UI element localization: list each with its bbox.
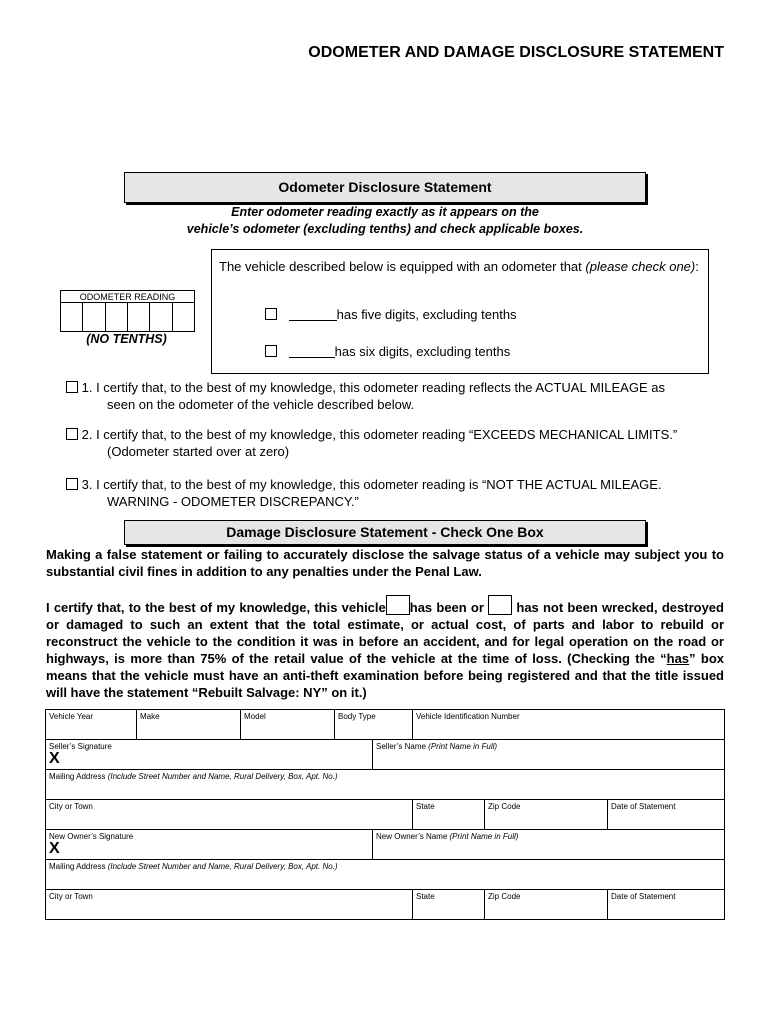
odometer-instruction-line2: vehicle’s odometer (excluding tenths) and check applicable boxes. (186, 222, 584, 236)
has-not-been-checkbox[interactable] (488, 595, 512, 615)
certification-3-checkbox[interactable] (66, 478, 78, 490)
damage-section-heading: Damage Disclosure Statement - Check One Box (124, 520, 646, 545)
certification-3: 3. I certify that, to the best of my knowledge, this odometer reading is “NOT THE ACTUAL MILEAGE. WARNING - ODOMETER DISCREPANCY.” (66, 476, 726, 510)
seller-x-mark: X (49, 750, 60, 767)
seller-city-field[interactable]: City or Town (46, 800, 413, 830)
seller-state-field[interactable]: State (413, 800, 485, 830)
damage-certification: I certify that, to the best of my knowledge, this vehicle has been or has not been wrecked, destroyed or damaged to such an extent that the total estimate, or actual cost, of parts and labor to rebuild or reconstruct the vehicle to the condition it was in before an accident, and for legal operation on the road or highways, is more than 75% of the retail value of the vehicle at the time of loss. (Checking the “has” box means that the vehicle must have an anti-theft examination before being registered and that the title issued will have the statement “Rebuilt Salvage: NY” on it.) (46, 595, 724, 701)
document-title: ODOMETER AND DAMAGE DISCLOSURE STATEMENT (308, 44, 724, 61)
model-field[interactable]: Model (241, 710, 335, 740)
body-type-field[interactable]: Body Type (335, 710, 413, 740)
new-owner-zip-field[interactable]: Zip Code (485, 890, 608, 920)
new-owner-state-field[interactable]: State (413, 890, 485, 920)
new-owner-mailing-address-field[interactable]: Mailing Address (Include Street Number and Name, Rural Delivery, Box, Apt. No.) (46, 860, 725, 890)
new-owner-name-field[interactable]: New Owner’s Name (Print Name in Full) (373, 830, 725, 860)
five-digits-checkbox[interactable] (265, 308, 277, 320)
five-digits-option: has five digits, excluding tenths (265, 307, 517, 322)
damage-warning: Making a false statement or failing to accurately disclose the salvage status of a vehicle may subject you to substantial civil fines in addition to any penalties under the Penal Law. (46, 547, 724, 579)
make-field[interactable]: Make (137, 710, 241, 740)
seller-date-field[interactable]: Date of Statement (608, 800, 725, 830)
new-owner-city-field[interactable]: City or Town (46, 890, 413, 920)
new-owner-date-field[interactable]: Date of Statement (608, 890, 725, 920)
please-check-one: (please check one) (585, 259, 696, 274)
certification-1-checkbox[interactable] (66, 381, 78, 393)
new-owner-signature-field[interactable]: New Owner’s Signature X (46, 830, 373, 860)
certification-2-checkbox[interactable] (66, 428, 78, 440)
odometer-equip-text: The vehicle described below is equipped with an odometer that (please check one): (219, 259, 699, 274)
new-owner-x-mark: X (49, 840, 60, 857)
has-been-checkbox[interactable] (386, 595, 410, 615)
reading-digit-cell[interactable] (173, 303, 194, 331)
reading-digit-cell[interactable] (150, 303, 172, 331)
six-digits-option: has six digits, excluding tenths (265, 344, 510, 359)
odometer-reading-cells[interactable] (60, 302, 195, 332)
reading-digit-cell[interactable] (83, 303, 105, 331)
has-word: has (666, 651, 690, 666)
certification-1: 1. I certify that, to the best of my knowledge, this odometer reading reflects the ACTUAL MILEAGE as seen on the odometer of the vehicle described below. (66, 379, 726, 413)
seller-mailing-address-field[interactable]: Mailing Address (Include Street Number and Name, Rural Delivery, Box, Apt. No.) (46, 770, 725, 800)
vehicle-year-field[interactable]: Vehicle Year (46, 710, 137, 740)
seller-signature-field[interactable]: Seller’s Signature X (46, 740, 373, 770)
seller-name-field[interactable]: Seller’s Name (Print Name in Full) (373, 740, 725, 770)
six-digits-checkbox[interactable] (265, 345, 277, 357)
odometer-reading-label: ODOMETER READING (60, 290, 195, 303)
five-digits-blank[interactable] (289, 307, 337, 321)
no-tenths-label: (NO TENTHS) (86, 332, 167, 346)
reading-digit-cell[interactable] (128, 303, 150, 331)
odometer-instruction-line1: Enter odometer reading exactly as it appears on the (231, 205, 539, 219)
vehicle-transfer-form (45, 709, 725, 920)
reading-digit-cell[interactable] (106, 303, 128, 331)
six-digits-blank[interactable] (289, 344, 335, 358)
seller-zip-field[interactable]: Zip Code (485, 800, 608, 830)
odometer-section-heading: Odometer Disclosure Statement (124, 172, 646, 203)
certification-2: 2. I certify that, to the best of my knowledge, this odometer reading “EXCEEDS MECHANICAL LIMITS.” (Odometer started over at zero) (66, 426, 726, 460)
vin-field[interactable]: Vehicle Identification Number (413, 710, 725, 740)
reading-digit-cell[interactable] (61, 303, 83, 331)
